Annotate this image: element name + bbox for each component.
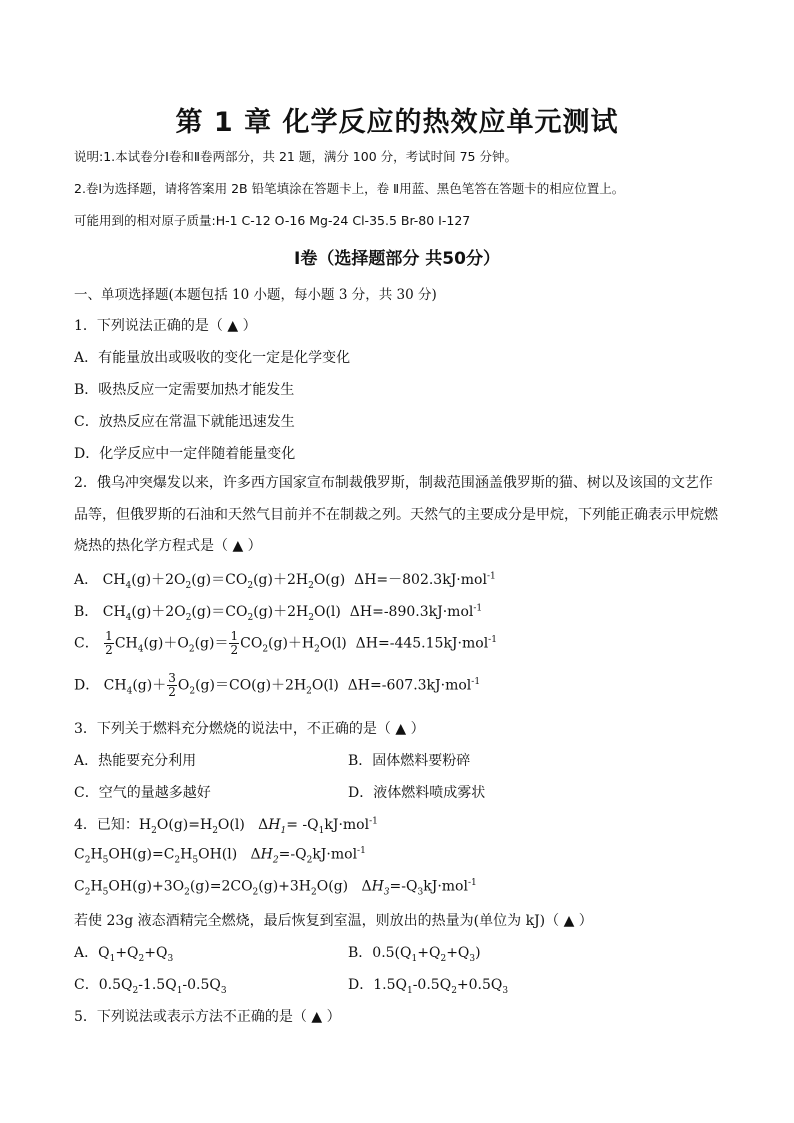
q3-option-d: D．液体燃料喷成雾状 (348, 785, 486, 801)
q4-equation-3: $C_2H_5OH(g)+3O_2(g)=2CO_2(g)+3H_2O(g)$ $\Delta H_3=-Q_3kJ\cdot mol^{-1}$ (74, 878, 477, 898)
q1-option-d: D．化学反应中一定伴随着能量变化 (74, 446, 296, 462)
q2-option-d-enthalpy: ΔH=-607.3kJ·mol (347, 677, 472, 694)
q2-option-b-enthalpy: ΔH=-890.3kJ·mol (349, 604, 474, 620)
part-heading: 一、单项选择题(本题包括 10 小题，每小题 3 分，共 30 分) (74, 287, 437, 303)
q2-option-c-enthalpy: ΔH=-445.15kJ·mol (355, 635, 489, 652)
section-title: Ⅰ卷（选择题部分 共50分） (294, 249, 500, 269)
q2-option-d-label: D． (74, 677, 100, 694)
q3-stem: 3．下列关于燃料充分燃烧的说法中，不正确的是（ ▲ ） (74, 721, 425, 737)
q4-stem-prefix: 4．已知： (74, 817, 139, 833)
q2-option-b: B． $CH_4(g)+2O_2(g)=CO_2(g)+2H_2O(l)$ ΔH=-890.3kJ·mol$^{-1}$ (74, 603, 483, 623)
q4-dh3: =-Q (389, 878, 418, 895)
q4-option-b: B．$0.5(Q_1+Q_2+Q_3)$ (348, 945, 481, 964)
q2-option-d: D． $CH_4(g)+$ $\frac{3}{2}$ $O_2(g)=CO(g)+2H_2O(l)$ ΔH=-607.3kJ·mol$^{-1}$ (74, 671, 481, 699)
q2-option-a: A． $CH_4(g)+2O_2(g)=CO_2(g)+2H_2O(g)$ ΔH=－802.3kJ·mol$^{-1}$ (74, 571, 496, 591)
q3-option-b: B．固体燃料要粉碎 (348, 753, 471, 769)
q4-dh2: =-Q (278, 846, 307, 863)
q4-option-d: D．$1.5Q_1-0.5Q_2+0.5Q_3$ (348, 977, 509, 996)
q5-stem: 5．下列说法或表示方法不正确的是（ ▲ ） (74, 1009, 341, 1025)
q1-option-c: C．放热反应在常温下就能迅速发生 (74, 414, 295, 430)
q4-option-d-label: D．1.5Q (348, 977, 407, 993)
q4-question: 若使 23g 液态酒精完全燃烧，最后恢复到室温，则放出的热量为(单位为 kJ)（ ▲ ） (74, 913, 593, 929)
q2-option-c-label: C． (74, 635, 99, 652)
q4-equation-1: 4．已知：$H_2O(g)=H_2O(l)$ $\Delta H_1= -Q_1kJ\cdot mol^{-1}$ (74, 816, 378, 836)
q1-stem: 1．下列说法正确的是（ ▲ ） (74, 318, 257, 334)
instructions-line-1: 说明:1.本试卷分Ⅰ卷和Ⅱ卷两部分，共 21 题，满分 100 分，考试时间 75 分钟。 (74, 149, 517, 164)
q4-option-c-label: C．0.5Q (74, 977, 133, 993)
q4-equation-2: $C_2H_5OH(g)=C_2H_5OH(l)$ $\Delta H_2=-Q_2kJ\cdot mol^{-1}$ (74, 846, 366, 866)
q4-option-b-label: B．0.5(Q (348, 945, 412, 961)
q2-stem: 2．俄乌冲突爆发以来，许多西方国家宣布制裁俄罗斯，制裁范围涵盖俄罗斯的猫、树以及该国的文艺作品等，但俄罗斯的石油和天然气目前并不在制裁之列。天然气的主要成分是甲烷，下列能正确表示甲烷燃烧热的热化学方程式是（ ▲ ） (74, 475, 718, 554)
q2-option-c: C． $\frac{1}{2}$ $CH_4(g)+O_2(g)=$ $\frac{1}{2}$ $CO_2(g)+H_2O(l)$ ΔH=-445.15kJ·mol$^{-1}$ (74, 629, 497, 657)
atomic-masses-line: 可能用到的相对原子质量:H-1 C-12 O-16 Mg-24 Cl-35.5 Br-80 I-127 (74, 213, 471, 228)
q4-option-c: C．$0.5Q_2-1.5Q_1-0.5Q_3$ (74, 977, 227, 996)
q2-option-a-label: A． (74, 572, 99, 588)
fraction-one-half: $\frac{1}{2}$ (105, 629, 113, 657)
q2-option-b-label: B． (74, 604, 99, 620)
page-title: 第 1 章 化学反应的热效应单元测试 (175, 107, 619, 138)
q4-option-a: A．$Q_1+Q_2+Q_3$ (74, 945, 174, 964)
q4-dh1: = -Q (286, 817, 319, 833)
fraction-one-half: $\frac{1}{2}$ (230, 629, 239, 657)
q1-option-b: B．吸热反应一定需要加热才能发生 (74, 382, 295, 398)
q3-option-c: C．空气的量越多越好 (74, 785, 211, 801)
instructions-line-2: 2.卷Ⅰ为选择题，请将答案用 2B 铅笔填涂在答题卡上，卷 Ⅱ用蓝、黑色笔答在答题卡的相应位置上。 (74, 181, 625, 196)
q3-option-a: A．热能要充分利用 (74, 753, 197, 769)
q4-option-a-label: A．Q (74, 945, 110, 961)
q1-option-a: A．有能量放出或吸收的变化一定是化学变化 (74, 350, 351, 366)
q2-option-a-enthalpy: ΔH=－802.3kJ·mol (354, 572, 487, 588)
fraction-three-halves: $\frac{3}{2}$ (168, 671, 176, 699)
